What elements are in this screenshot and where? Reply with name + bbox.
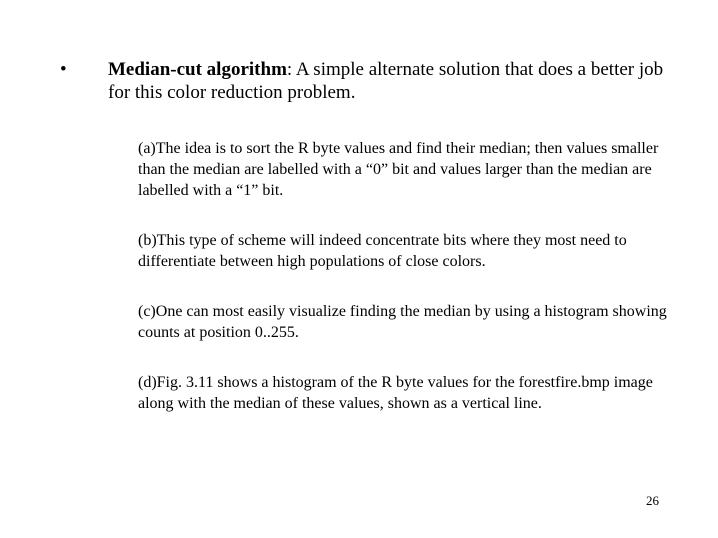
sub-point-b: (b)This type of scheme will indeed concentrate bits where they most need to differentiate between high populations of close colors. (138, 232, 627, 270)
algorithm-description: : A simple alternate solution that does a better job for this color reduction problem. (108, 59, 664, 103)
algorithm-term: Median-cut algorithm (108, 59, 287, 80)
page-number: 26 (646, 493, 659, 508)
sub-point-c: (c)One can most easily visualize finding the median by using a histogram showing counts at position 0..255. (138, 303, 667, 341)
sub-point-d: (d)Fig. 3.11 shows a histogram of the R byte values for the forestfire.bmp image along with the median of these values, shown as a vertical line. (138, 374, 653, 412)
bullet-dot-icon: • (60, 59, 67, 80)
main-point-text (108, 58, 668, 104)
sub-point-list (138, 138, 668, 443)
sub-point-a: (a)The idea is to sort the R byte values and find their median; then values smaller than the median are labelled with a “0” bit and values larger than the median are labelled with a “1” bit. (138, 140, 659, 199)
